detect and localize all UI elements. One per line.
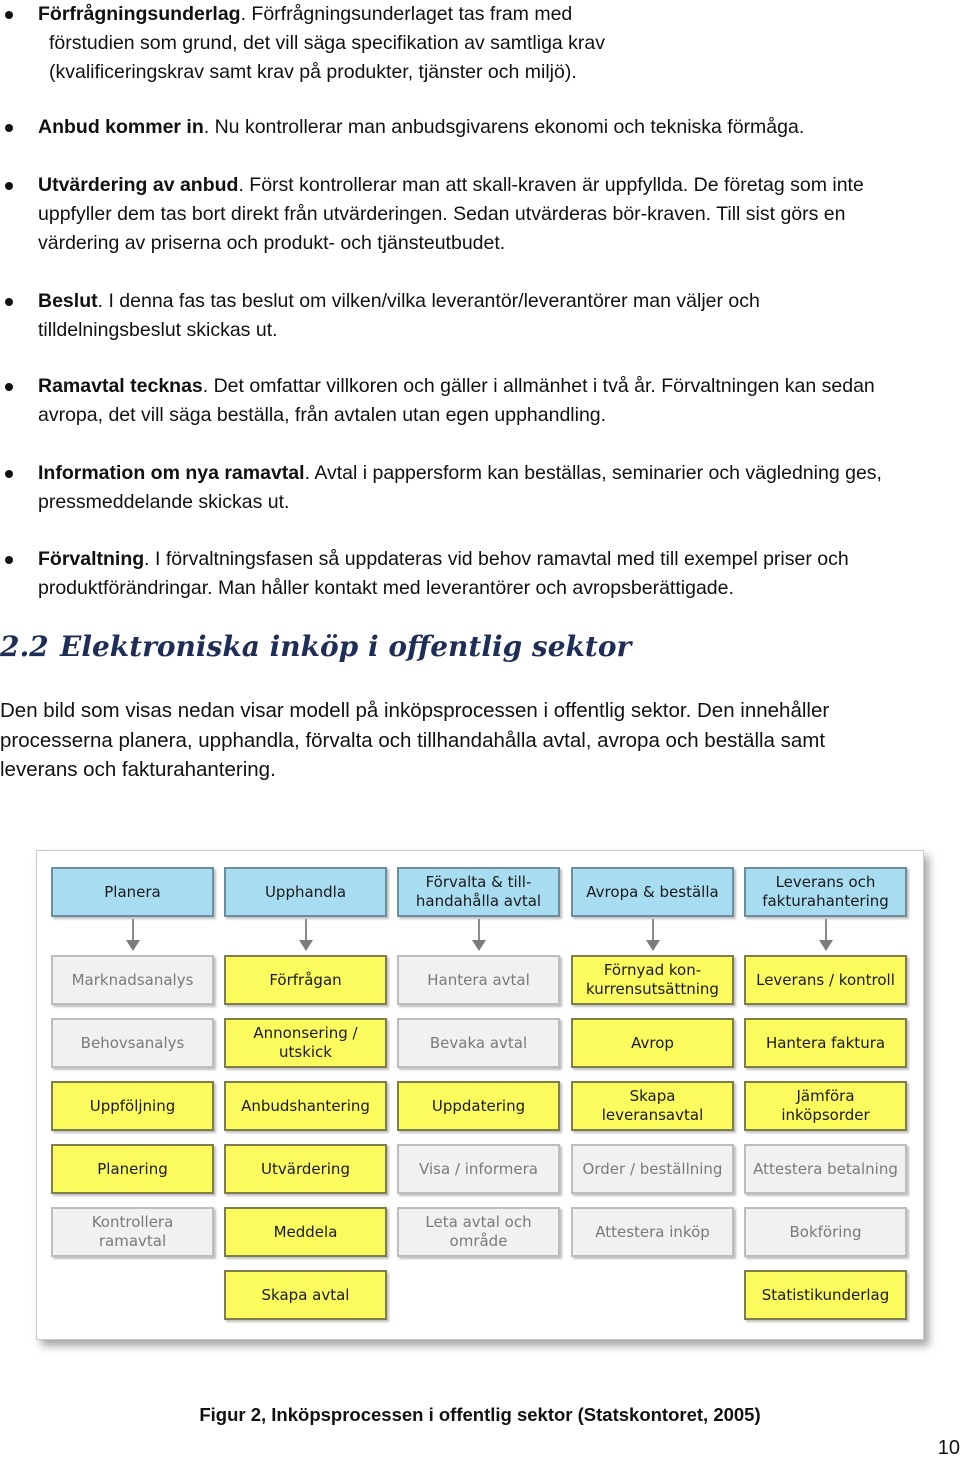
activity-label: Order / beställning xyxy=(582,1159,723,1178)
bullet-term: Utvärdering av anbud xyxy=(38,174,239,196)
bullet-dot-icon xyxy=(5,182,13,190)
bullet-dot-icon xyxy=(5,124,13,132)
activity-label: Attestera betalning xyxy=(753,1159,898,1178)
phase-header xyxy=(397,867,560,917)
activity-box xyxy=(744,1018,907,1068)
activity-box xyxy=(51,1144,214,1194)
activity-label: Anbudshantering xyxy=(241,1096,370,1115)
activity-box xyxy=(224,1144,387,1194)
bullet-line xyxy=(38,459,956,488)
bullet-term: Information om nya ramavtal xyxy=(38,462,305,484)
bullet-line-text: . I förvaltningsfasen så uppdateras vid behov ramavtal med till exempel priser och xyxy=(144,548,849,570)
bullet-line: tilldelningsbeslut skickas ut. xyxy=(38,319,278,341)
down-arrow-icon xyxy=(478,919,480,941)
bullet-term: Beslut xyxy=(38,290,98,312)
activity-box xyxy=(51,955,214,1005)
activity-label: Utvärdering xyxy=(261,1159,350,1178)
bullet-line-text: . Förfrågningsunderlaget tas fram med xyxy=(240,3,573,25)
bullet-line-text: . Avtal i pappersform kan beställas, seminarier och vägledning ges, xyxy=(304,462,882,484)
bullet-line xyxy=(38,545,956,574)
bullet-text xyxy=(38,459,956,517)
activity-label: Annonsering / utskick xyxy=(253,1024,358,1061)
bullet-line: avropa, det vill säga beställa, från avtalen utan egen upphandling. xyxy=(38,404,607,426)
phase-header xyxy=(744,867,907,917)
activity-box xyxy=(571,1144,734,1194)
activity-label: Skapa avtal xyxy=(261,1285,350,1304)
bullet-text xyxy=(38,287,956,345)
activity-label: Behovsanalys xyxy=(80,1033,185,1052)
activity-label: Avrop xyxy=(631,1033,674,1052)
phase-header xyxy=(51,867,214,917)
activity-label: Jämföra inköpsorder xyxy=(781,1087,870,1124)
activity-box xyxy=(51,1081,214,1131)
activity-box xyxy=(744,955,907,1005)
phase-header xyxy=(571,867,734,917)
activity-box xyxy=(51,1207,214,1257)
down-arrow-icon xyxy=(825,919,827,941)
bullet-line-text: . Först kontrollerar man att skall-kraven är uppfyllda. De företag som inte xyxy=(238,174,864,196)
bullet-term: Förfrågningsunderlag xyxy=(38,3,241,25)
bullet-text xyxy=(38,171,956,258)
down-arrow-icon xyxy=(305,919,307,941)
intro-paragraph xyxy=(0,696,960,785)
activity-box xyxy=(224,1270,387,1320)
activity-box xyxy=(744,1081,907,1131)
phase-header xyxy=(224,867,387,917)
activity-label: Skapa leveransavtal xyxy=(601,1087,704,1124)
activity-label: Planering xyxy=(97,1159,168,1178)
activity-label: Visa / informera xyxy=(419,1159,538,1178)
activity-box xyxy=(744,1207,907,1257)
bullet-line xyxy=(38,0,956,29)
activity-label: Marknadsanalys xyxy=(71,970,194,989)
bullet-line: (kvalificeringskrav samt krav på produkter, tjänster och miljö). xyxy=(49,61,577,83)
section-number: 2.2 xyxy=(0,630,49,663)
activity-label: Förnyad kon- kurrensutsättning xyxy=(586,961,719,998)
down-arrow-icon xyxy=(132,919,134,941)
bullet-line: pressmeddelande skickas ut. xyxy=(38,491,290,513)
bullet-term: Anbud kommer in xyxy=(38,116,204,138)
bullet-line xyxy=(38,287,956,316)
bullet-line-text: . Nu kontrollerar man anbudsgivarens ekonomi och tekniska förmåga. xyxy=(203,116,805,138)
activity-label: Hantera avtal xyxy=(427,970,530,989)
activity-box xyxy=(571,955,734,1005)
figure-caption: Figur 2, Inköpsprocessen i offentlig sektor (Statskontoret, 2005) xyxy=(199,1404,761,1425)
activity-box xyxy=(571,1018,734,1068)
bullet-dot-icon xyxy=(5,383,13,391)
phase-header-label: Avropa & beställa xyxy=(586,882,719,901)
phase-header-label: Upphandla xyxy=(264,882,347,901)
bullet-text xyxy=(38,372,956,430)
down-arrow-icon xyxy=(652,919,654,941)
paragraph-line: Den bild som visas nedan visar modell på inköpsprocessen i offentlig sektor. Den innehåller xyxy=(0,699,830,722)
activity-box xyxy=(744,1270,907,1320)
bullet-term: Förvaltning xyxy=(38,548,145,570)
bullet-line xyxy=(38,113,956,142)
activity-label: Förfrågan xyxy=(269,970,342,989)
activity-box xyxy=(51,1018,214,1068)
activity-box xyxy=(397,1081,560,1131)
activity-label: Hantera faktura xyxy=(765,1033,886,1052)
section-heading xyxy=(0,630,960,663)
bullet-text xyxy=(38,545,956,603)
activity-label: Uppföljning xyxy=(89,1096,176,1115)
bullet-dot-icon xyxy=(5,298,13,306)
activity-label: Leverans / kontroll xyxy=(756,970,895,989)
section-title: Elektroniska inköp i offentlig sektor xyxy=(60,630,632,663)
bullet-text xyxy=(38,113,956,142)
activity-box xyxy=(224,955,387,1005)
activity-box xyxy=(224,1207,387,1257)
activity-label: Bevaka avtal xyxy=(429,1033,528,1052)
bullet-dot-icon xyxy=(5,11,13,19)
activity-box xyxy=(224,1081,387,1131)
activity-box xyxy=(571,1081,734,1131)
bullet-line-text: . Det omfattar villkoren och gäller i allmänhet i två år. Förvaltningen kan sedan xyxy=(202,375,875,397)
activity-box xyxy=(571,1207,734,1257)
paragraph-line: processerna planera, upphandla, förvalta och tillhandahålla avtal, avropa och beställa samt xyxy=(0,728,826,752)
activity-box xyxy=(744,1144,907,1194)
bullet-dot-icon xyxy=(5,470,13,478)
activity-label: Uppdatering xyxy=(431,1096,526,1115)
phase-header-label: Planera xyxy=(104,882,161,901)
bullet-line xyxy=(38,372,956,401)
activity-box xyxy=(397,955,560,1005)
activity-label: Attestera inköp xyxy=(595,1222,710,1241)
phase-header-label: Förvalta & till- handahålla avtal xyxy=(415,873,542,910)
activity-box xyxy=(397,1207,560,1257)
procurement-process-diagram xyxy=(36,850,924,1340)
activity-box xyxy=(224,1018,387,1068)
bullet-line: värdering av priserna och produkt- och tjänsteutbudet. xyxy=(38,232,506,254)
bullet-line: förstudien som grund, det vill säga specifikation av samtliga krav xyxy=(49,32,606,54)
bullet-term: Ramavtal tecknas xyxy=(38,375,203,397)
activity-label: Meddela xyxy=(273,1222,338,1241)
page-number: 10 xyxy=(937,1437,960,1459)
bullet-line: produktförändringar. Man håller kontakt med leverantörer och avropsberättigade. xyxy=(38,577,734,599)
activity-box xyxy=(397,1144,560,1194)
phase-header-label: Leverans och fakturahantering xyxy=(762,873,889,910)
bullet-line-text: . I denna fas tas beslut om vilken/vilka leverantör/leverantörer man väljer och xyxy=(97,290,760,312)
activity-label: Bokföring xyxy=(789,1222,862,1241)
paragraph-line: leverans och fakturahantering. xyxy=(0,758,276,781)
bullet-line xyxy=(38,171,956,200)
bullet-line: uppfyller dem tas bort direkt från utvärderingen. Sedan utvärderas bör-kraven. Till sist görs en xyxy=(38,203,846,225)
activity-label: Statistikunderlag xyxy=(761,1285,890,1304)
bullet-dot-icon xyxy=(5,556,13,564)
activity-label: Leta avtal och område xyxy=(425,1213,532,1250)
activity-box xyxy=(397,1018,560,1068)
activity-label: Kontrollera ramavtal xyxy=(91,1213,174,1250)
bullet-text xyxy=(38,0,956,87)
